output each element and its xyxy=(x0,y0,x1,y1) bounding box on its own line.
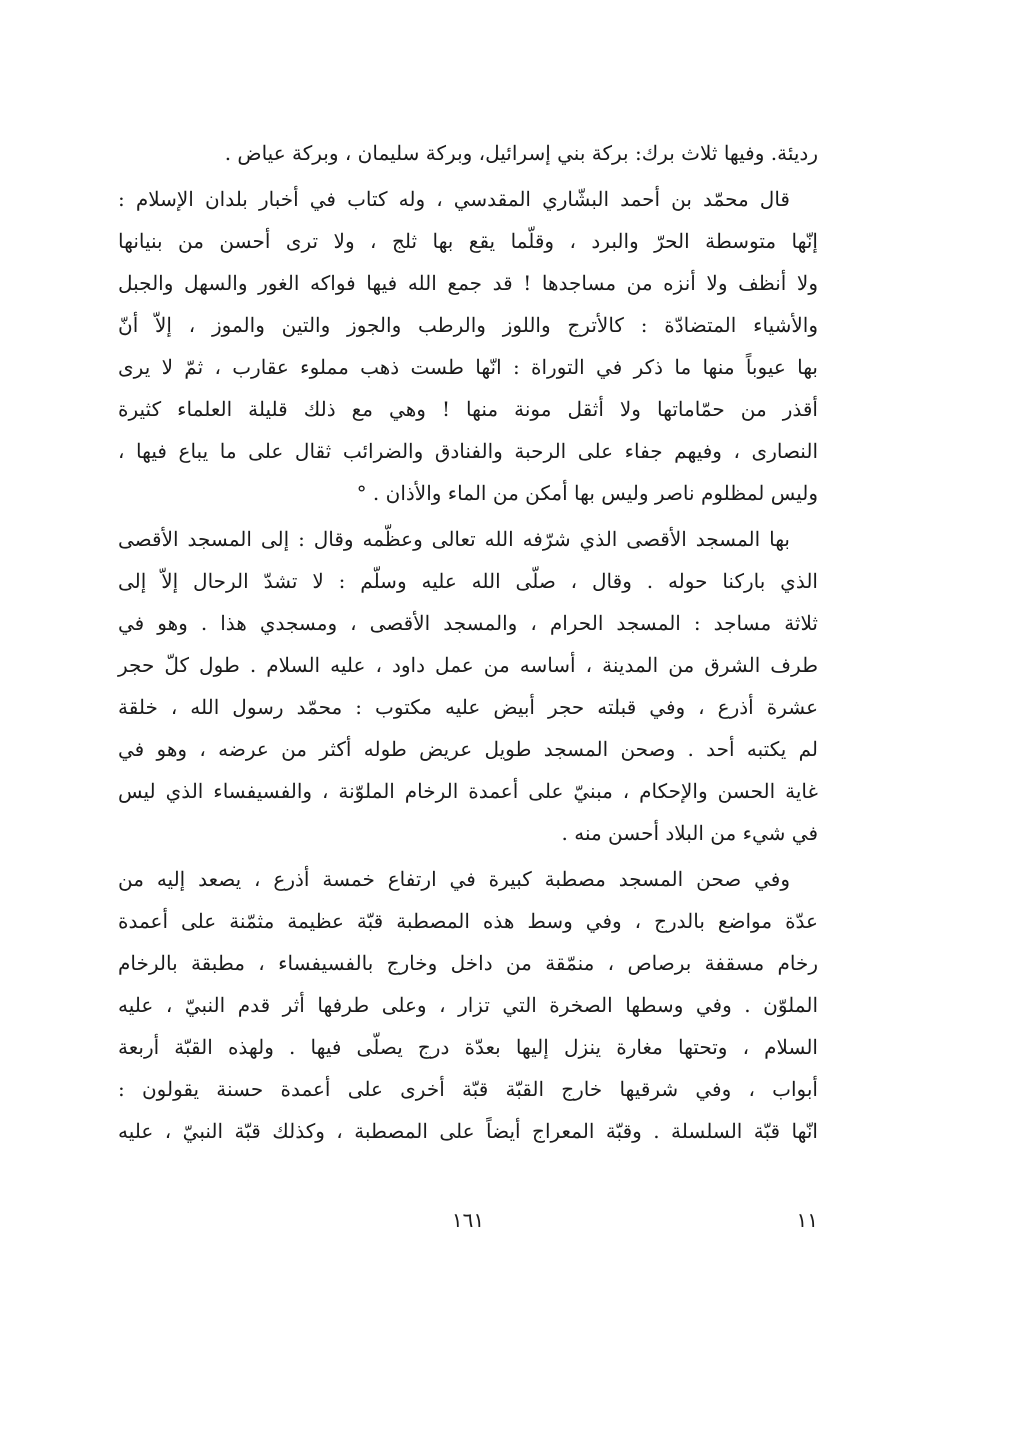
text-line: لم يكتبه أحد . وصحن المسجد طويل عريض طوله أكثر من عرضه ، وهو في xyxy=(118,737,818,761)
text-line: الملوّن . وفي وسطها الصخرة التي تزار ، وعلى طرفها أثر قدم النبيّ ، عليه xyxy=(118,993,818,1017)
text-line: الذي باركنا حوله . وقال ، صلّى الله عليه وسلّم : لا تشدّ الرحال إلاّ إلى xyxy=(118,569,818,593)
text-line: إنّها متوسطة الحرّ والبرد ، وقلّما يقع بها ثلج ، ولا ترى أحسن من بنيانها xyxy=(118,229,818,253)
text-line: بها عيوباً منها ما ذكر في التوراة : انّها طست ذهب مملوء عقارب ، ثمّ لا يرى xyxy=(118,355,818,379)
text-line: وليس لمظلوم ناصر وليس بها أمكن من الماء والأذان . ° xyxy=(356,481,818,505)
text-line: أقذر من حمّاماتها ولا أثقل مونة منها ! وهي مع ذلك قليلة العلماء كثيرة xyxy=(118,397,818,421)
paragraph-3 xyxy=(118,518,818,854)
text-line: انّها قبّة السلسلة . وقبّة المعراج أيضاً على المصطبة ، وكذلك قبّة النبيّ ، عليه xyxy=(118,1119,818,1143)
signature-mark: ١١ xyxy=(796,1208,818,1232)
text-line: غاية الحسن والإحكام ، مبنيّ على أعمدة الرخام الملوّنة ، والفسيفساء الذي ليس xyxy=(118,779,818,803)
page-footer xyxy=(118,1200,818,1240)
page-number: ١٦١ xyxy=(451,1208,485,1232)
text-line: عشرة أذرع ، وفي قبلته حجر أبيض عليه مكتوب : محمّد رسول الله ، خلقة xyxy=(118,695,819,719)
text-line: أبواب ، وفي شرقيها خارج القبّة قبّة أخرى على أعمدة حسنة يقولون : xyxy=(118,1077,818,1101)
text-line: في شيء من البلاد أحسن منه . xyxy=(561,821,818,845)
paragraph-1 xyxy=(118,132,818,174)
text-line: طرف الشرق من المدينة ، أساسه من عمل داود ، عليه السلام . طول كلّ حجر xyxy=(118,653,818,677)
text-line: السلام ، وتحتها مغارة ينزل إليها بعدّة درج يصلّى فيها . ولهذه القبّة أربعة xyxy=(118,1035,818,1059)
paragraph-2 xyxy=(118,178,818,514)
text-line: رخام مسقفة برصاص ، منمّقة من داخل وخارج بالفسيفساء ، مطبقة بالرخام xyxy=(118,951,818,975)
paragraph-4 xyxy=(118,858,818,1152)
text-line: وفي صحن المسجد مصطبة كبيرة في ارتفاع خمسة أذرع ، يصعد إليه من xyxy=(118,867,790,891)
text-line: ثلاثة مساجد : المسجد الحرام ، والمسجد الأقصى ، ومسجدي هذا . وهو في xyxy=(118,611,818,635)
text-line: قال محمّد بن أحمد البشّاري المقدسي ، وله كتاب في أخبار بلدان الإسلام : xyxy=(118,187,790,211)
text-line: رديئة. وفيها ثلاث برك: بركة بني إسرائيل، وبركة سليمان ، وبركة عياض . xyxy=(224,141,818,165)
text-line: النصارى ، وفيهم جفاء على الرحبة والفنادق والضرائب ثقال على ما يباع فيها ، xyxy=(118,439,818,463)
text-line: ولا أنظف ولا أنزه من مساجدها ! قد جمع الله فيها فواكه الغور والسهل والجبل xyxy=(118,271,818,295)
text-line: بها المسجد الأقصى الذي شرّفه الله تعالى وعظّمه وقال : إلى المسجد الأقصى xyxy=(118,527,790,551)
text-line: والأشياء المتضادّة : كالأترج واللوز والرطب والجوز والتين والموز ، إلاّ أنّ xyxy=(118,313,818,337)
page-body xyxy=(118,132,818,1152)
text-line: عدّة مواضع بالدرج ، وفي وسط هذه المصطبة قبّة عظيمة مثمّنة على أعمدة xyxy=(118,909,818,933)
